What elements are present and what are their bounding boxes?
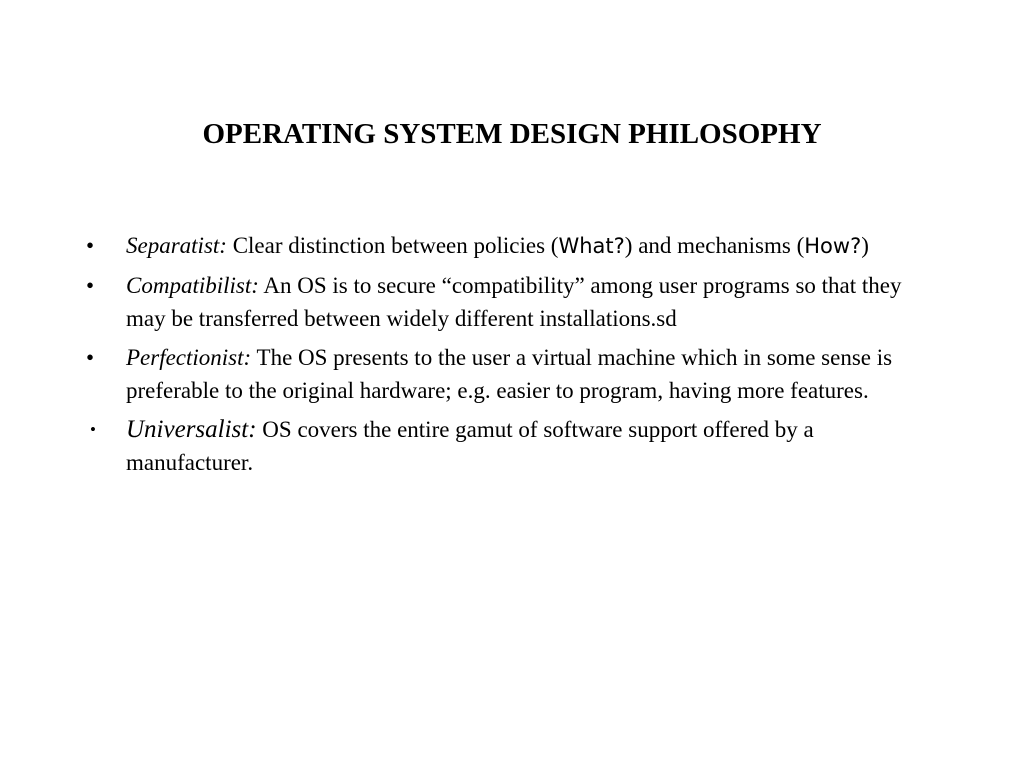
bullet-text: ) xyxy=(861,233,869,258)
bullet-dot-icon: • xyxy=(86,273,95,298)
bullet-dot-icon: • xyxy=(90,420,96,439)
bullet-text: An OS is to secure “compatibility” among user programs so that they may be transferred between widely different installations.sd xyxy=(126,273,902,331)
bullet-text: Clear distinction between policies ( xyxy=(226,233,559,258)
bullet-text: The OS presents to the user a virtual machine which in some sense is preferable to the original hardware; e.g. easier to program, having more features. xyxy=(126,345,893,403)
bullet-perfectionist xyxy=(86,341,946,407)
bullet-text-how: How? xyxy=(804,234,862,258)
bullet-term: Universalist: xyxy=(126,416,257,443)
bullet-term: Perfectionist: xyxy=(126,345,252,370)
bullet-compatibilist xyxy=(86,269,946,335)
bullet-dot-icon: • xyxy=(86,233,95,258)
bullet-text-what: What? xyxy=(558,234,625,258)
bullet-term: Compatibilist: xyxy=(126,273,259,298)
bullet-text: ) and mechanisms ( xyxy=(624,233,805,258)
bullet-list xyxy=(86,229,946,485)
bullet-universalist xyxy=(86,413,946,479)
bullet-term: Separatist: xyxy=(126,233,227,258)
bullet-separatist xyxy=(86,229,946,263)
bullet-dot-icon: • xyxy=(86,345,95,370)
bullet-text: OS covers the entire gamut of software support offered by a manufacturer. xyxy=(126,417,814,475)
slide-title: OPERATING SYSTEM DESIGN PHILOSOPHY xyxy=(202,118,822,150)
